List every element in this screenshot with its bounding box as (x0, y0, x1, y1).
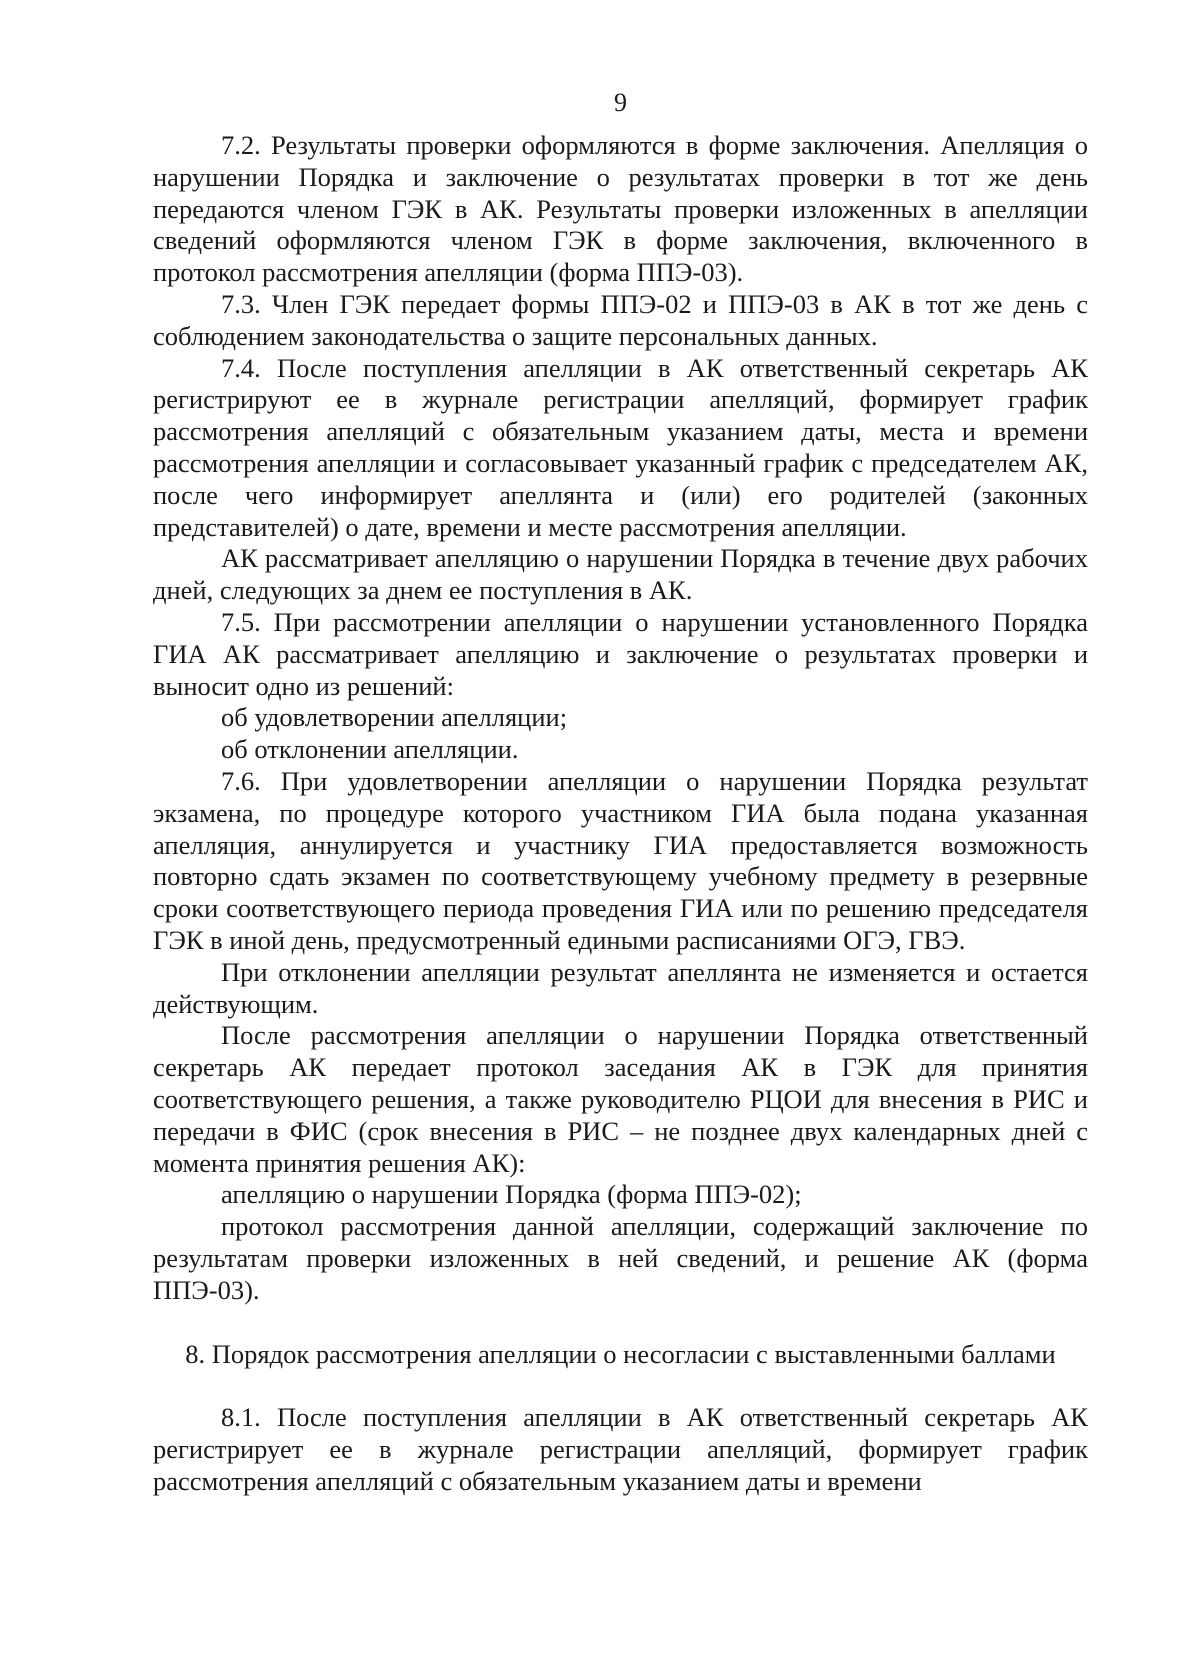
list-item-form-ppe-02: апелляцию о нарушении Порядка (форма ППЭ-02); (221, 1179, 802, 1210)
paragraph-rejection-result: При отклонении апелляции результат апеллянта не изменяется и остается действующим. (153, 956, 1088, 1019)
decision-item-reject: об отклонении апелляции. (221, 734, 519, 765)
list-item-form-ppe-03: протокол рассмотрения данной апелляции, содержащий заключение по результатам проверки изложенных в ней сведений, и решение АК (форма ППЭ-03). (153, 1211, 1088, 1305)
section-title-8: 8. Порядок рассмотрения апелляции о несогласии с выставленными баллами (185, 1339, 1056, 1370)
paragraph-after-review: После рассмотрения апелляции о нарушении Порядка ответственный секретарь АК передает протокол заседания АК в ГЭК для принятия соответствующего решения, а также руководителю РЦОИ для внесения в РИС и передачи в ФИС (срок внесения в РИС – не позднее двух календарных дней с момента принятия решения АК): (153, 1020, 1088, 1178)
page-number: 9 (614, 88, 627, 117)
paragraph-7-5: 7.5. При рассмотрении апелляции о нарушении установленного Порядка ГИА АК рассматривает апелляцию и заключение о результатах проверки и выносит одно из решений: (153, 606, 1088, 701)
paragraph-7-4: 7.4. После поступления апелляции в АК ответственный секретарь АК регистрируют ее в журнале регистрации апелляций, формирует график рассмотрения апелляций с обязательным указанием даты, места и времени рассмотрения апелляции и согласовывает указанный график с председателем АК, после чего информирует апеллянта и (или) его родителей (законных представителей) о дате, времени и месте рассмотрения апелляции. (153, 352, 1088, 542)
paragraph-7-2: 7.2. Результаты проверки оформляются в форме заключения. Апелляция о нарушении Порядка и заключение о результатах проверки в тот же день передаются членом ГЭК в АК. Результаты проверки изложенных в апелляции сведений оформляются членом ГЭК в форме заключения, включенного в протокол рассмотрения апелляции (форма ППЭ-03). (153, 130, 1088, 288)
paragraph-8-1: 8.1. После поступления апелляции в АК ответственный секретарь АК регистрирует ее в журнале регистрации апелляций, формирует график рассмотрения апелляций с обязательным указанием даты и времени (153, 1402, 1088, 1497)
paragraph-review-period: АК рассматривает апелляцию о нарушении Порядка в течение двух рабочих дней, следующих за днем ее поступления в АК. (153, 543, 1088, 606)
paragraph-7-3: 7.3. Член ГЭК передает формы ППЭ-02 и ППЭ-03 в АК в тот же день с соблюдением законодательства о защите персональных данных. (153, 288, 1088, 351)
document-page (153, 86, 1088, 1498)
decision-item-satisfy: об удовлетворении апелляции; (221, 702, 568, 733)
paragraph-7-6: 7.6. При удовлетворении апелляции о нарушении Порядка результат экзамена, по процедуре которого участником ГИА была подана указанная апелляция, аннулируется и участнику ГИА предоставляется возможность повторно сдать экзамен по соответствующему учебному предмету в резервные сроки соответствующего периода проведения ГИА или по решению председателя ГЭК в иной день, предусмотренный едиными расписаниями ОГЭ, ГВЭ. (153, 765, 1088, 955)
